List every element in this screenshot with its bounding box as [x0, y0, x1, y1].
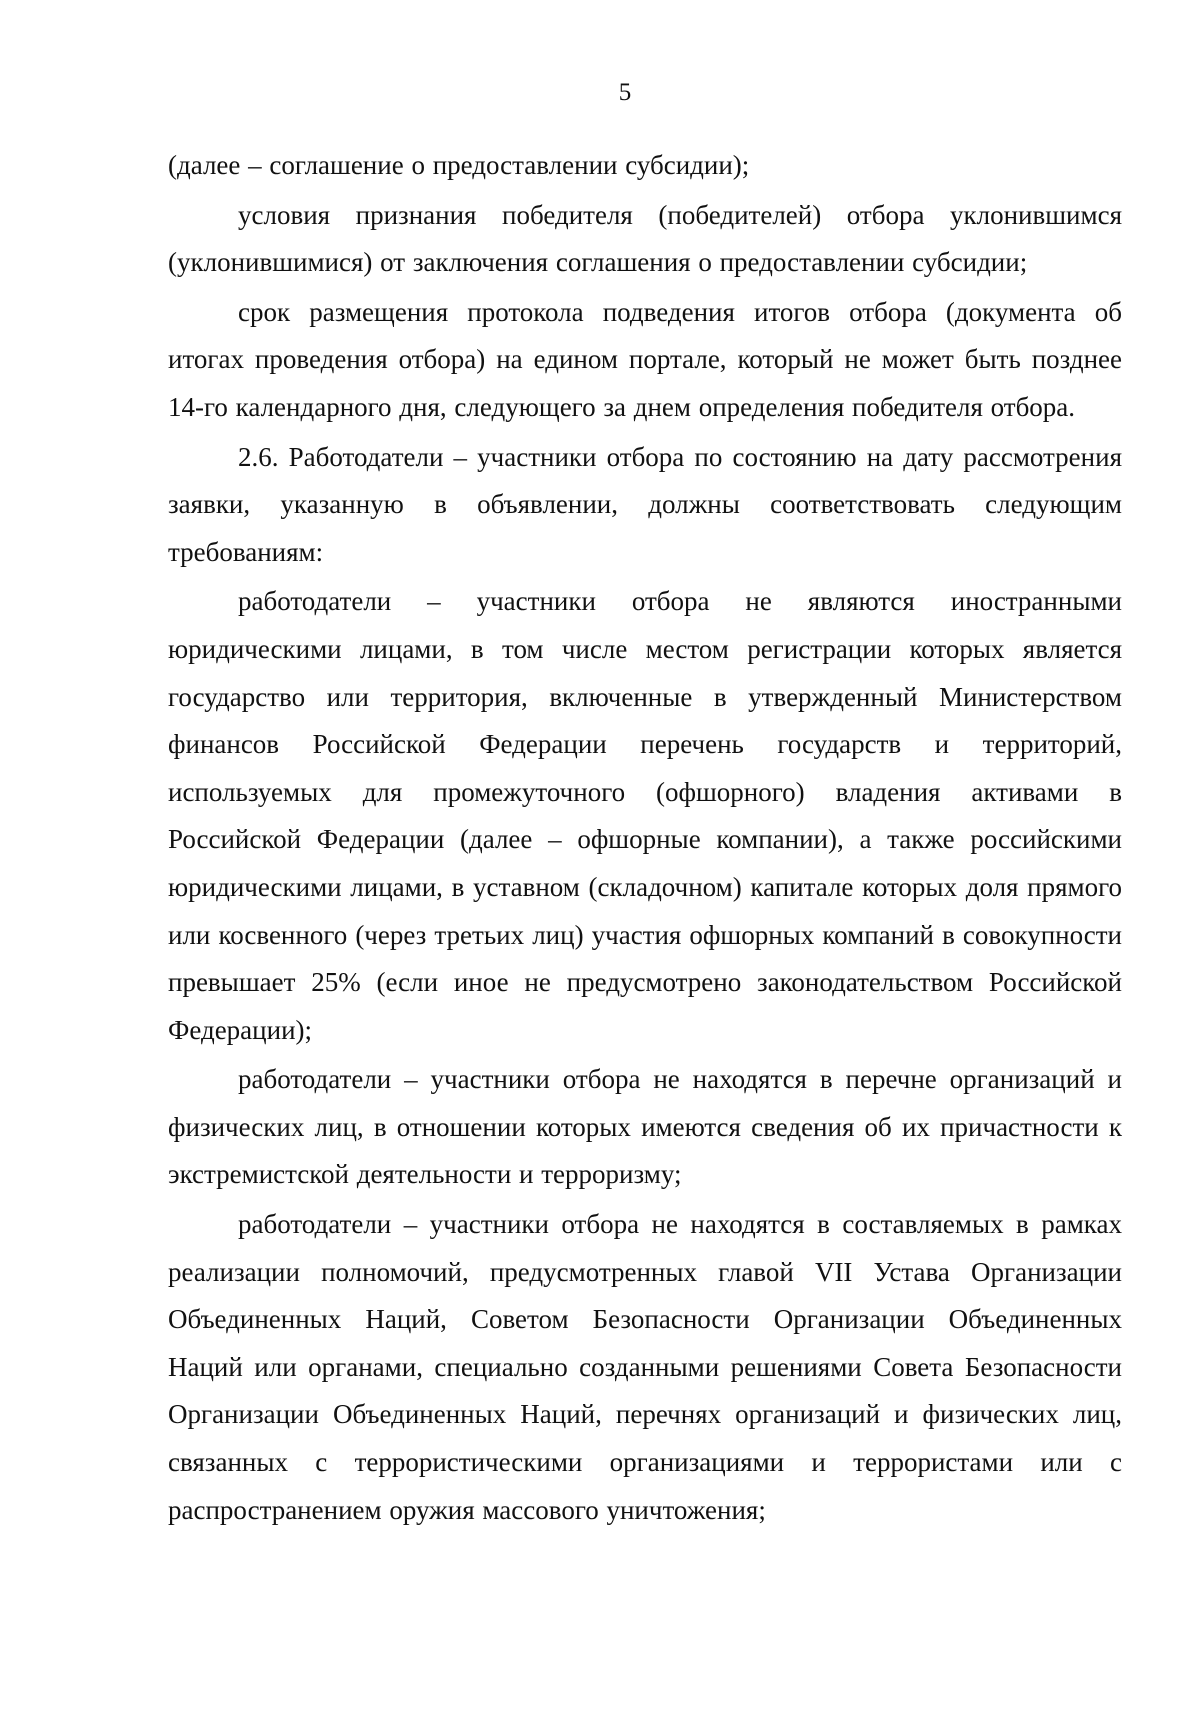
paragraph: работодатели – участники отбора не находятся в составляемых в рамках реализации полномочий, предусмотренных главой VII Устава Организации Объединенных Наций, Советом Безопасности Организации Объединенных Наций или органами, специально созданными решениями Совета Безопасности Организации Объединенных Наций, перечнях организаций и физических лиц, связанных с террористическими организациями и террористами или с распространением оружия массового уничтожения; — [168, 1209, 1122, 1525]
paragraph: (далее – соглашение о предоставлении субсидии); — [168, 150, 750, 180]
paragraph: 2.6. Работодатели – участники отбора по состоянию на дату рассмотрения заявки, указанную в объявлении, должны соответствовать следующим требованиям: — [168, 441, 1122, 567]
paragraph: условия признания победителя (победителей) отбора уклонившимся (уклонившимися) от заключения соглашения о предоставлении субсидии; — [168, 199, 1122, 278]
page-number: 5 — [618, 79, 632, 106]
paragraph: работодатели – участники отбора не находятся в перечне организаций и физических лиц, в отношении которых имеются сведения об их причастности к экстремистской деятельности и терроризму; — [168, 1064, 1122, 1190]
document-body — [168, 142, 1122, 1536]
paragraph: работодатели – участники отбора не являются иностранными юридическими лицами, в том числе местом регистрации которых является государство или территория, включенные в утвержденный Министерством финансов Российской Федерации перечень государств и территорий, используемых для промежуточного (офшорного) владения активами в Российской Федерации (далее – офшорные компании), а также российскими юридическими лицами, в уставном (складочном) капитале которых доля прямого или косвенного (через третьих лиц) участия офшорных компаний в совокупности превышает 25% (если иное не предусмотрено законодательством Российской Федерации); — [168, 586, 1122, 1045]
paragraph: срок размещения протокола подведения итогов отбора (документа об итогах проведения отбора) на едином портале, который не может быть позднее 14-го календарного дня, следующего за днем определения победителя отбора. — [168, 296, 1122, 422]
